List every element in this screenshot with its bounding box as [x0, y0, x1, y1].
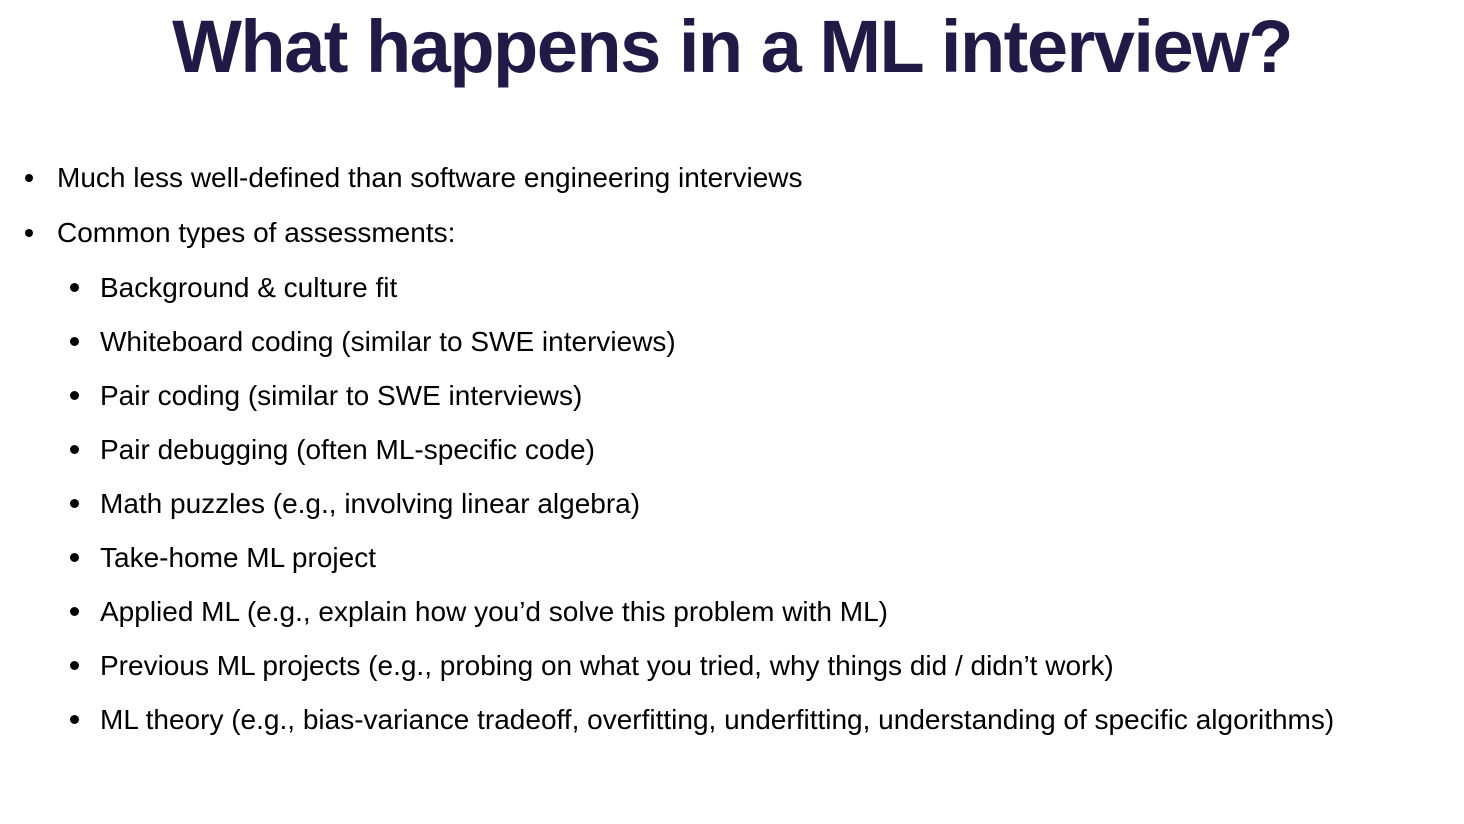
- assessment-text: ML theory (e.g., bias-variance tradeoff, overfitting, underfitting, understanding of specific algorithms): [100, 703, 1335, 735]
- assessment-text: Applied ML (e.g., explain how you’d solve this problem with ML): [100, 595, 889, 627]
- bullet-icon: [70, 337, 79, 346]
- bullet-icon: [70, 715, 79, 724]
- bullet-icon: [70, 499, 79, 508]
- assessment-text: Previous ML projects (e.g., probing on what you tried, why things did / didn’t work): [100, 649, 1114, 681]
- assessment-text: Pair coding (similar to SWE interviews): [100, 379, 583, 411]
- assessment-item: [70, 482, 1400, 526]
- bullet-icon: [70, 607, 79, 616]
- assessment-item: [70, 644, 1400, 688]
- bullet-item: [25, 211, 1464, 742]
- bullet-icon: [70, 553, 79, 562]
- bullet-item: [25, 156, 1464, 200]
- assessment-item: [70, 428, 1400, 472]
- assessment-text: Math puzzles (e.g., involving linear algebra): [100, 487, 641, 519]
- slide-title: What happens in a ML interview?: [172, 5, 1292, 88]
- bullet-icon: [25, 174, 33, 182]
- bullet-icon: [70, 283, 79, 292]
- bullet-icon: [70, 391, 79, 400]
- assessment-item: [70, 320, 1400, 364]
- assessment-item: [70, 536, 1400, 580]
- assessments-list: [70, 266, 1464, 742]
- assessment-text: Take-home ML project: [100, 541, 376, 573]
- bullet-text: Common types of assessments:: [57, 216, 456, 248]
- assessment-text: Background & culture fit: [100, 271, 398, 303]
- bullet-icon: [70, 661, 79, 670]
- assessment-item: [70, 698, 1400, 742]
- bullet-list: [0, 156, 1464, 742]
- assessment-item: [70, 590, 1400, 634]
- assessment-item: [70, 374, 1400, 418]
- assessment-item: [70, 266, 1400, 310]
- bullet-icon: [25, 229, 33, 237]
- assessment-text: Whiteboard coding (similar to SWE interviews): [100, 325, 676, 357]
- assessment-text: Pair debugging (often ML-specific code): [100, 433, 595, 465]
- bullet-text: Much less well-defined than software engineering interviews: [57, 161, 803, 193]
- bullet-icon: [70, 445, 79, 454]
